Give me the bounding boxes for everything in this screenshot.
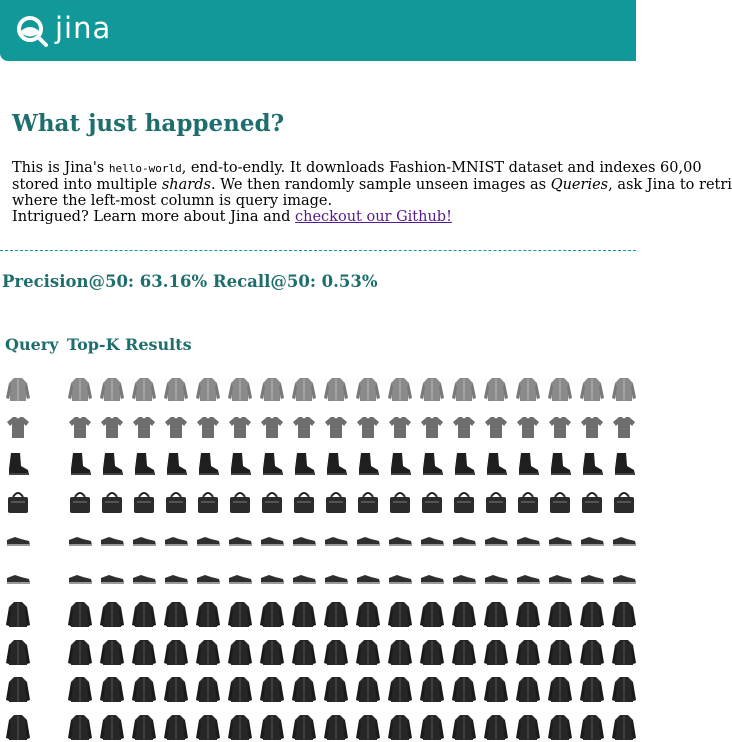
- query-image-boot: [5, 449, 31, 479]
- query-image-jacket: [5, 374, 31, 404]
- result-image-tshirt: [579, 412, 605, 442]
- result-image-tshirt: [163, 412, 189, 442]
- result-image-coat: [579, 674, 605, 704]
- result-image-sneaker: [579, 562, 605, 592]
- result-image-bag: [579, 487, 605, 517]
- result-image-tshirt: [323, 412, 349, 442]
- result-image-coat: [259, 712, 285, 742]
- result-image-boot: [291, 449, 317, 479]
- result-image-sneaker: [355, 562, 381, 592]
- query-image-tshirt: [5, 412, 31, 442]
- result-image-boot: [419, 449, 445, 479]
- result-image-sneaker: [163, 524, 189, 554]
- result-image-boot: [67, 449, 93, 479]
- result-image-sneaker: [419, 524, 445, 554]
- result-image-boot: [579, 449, 605, 479]
- intro-line-3: where the left-most column is query image.: [12, 193, 333, 209]
- result-image-boot: [387, 449, 413, 479]
- result-image-tshirt: [99, 412, 125, 442]
- result-image-tshirt: [547, 412, 573, 442]
- result-image-sneaker: [483, 562, 509, 592]
- result-image-jacket: [515, 374, 541, 404]
- result-image-coat: [451, 637, 477, 667]
- result-image-coat: [547, 599, 573, 629]
- result-image-sneaker: [131, 524, 157, 554]
- result-image-tshirt: [419, 412, 445, 442]
- result-image-coat: [547, 637, 573, 667]
- result-image-coat: [515, 637, 541, 667]
- result-image-coat: [99, 637, 125, 667]
- result-image-jacket: [259, 374, 285, 404]
- query-image-coat: [5, 712, 31, 742]
- result-image-coat: [291, 637, 317, 667]
- result-image-boot: [227, 449, 253, 479]
- result-image-sneaker: [67, 562, 93, 592]
- result-image-sneaker: [611, 562, 637, 592]
- result-image-boot: [611, 449, 637, 479]
- result-image-tshirt: [195, 412, 221, 442]
- results-grid: [0, 373, 636, 734]
- result-image-coat: [163, 599, 189, 629]
- result-image-bag: [163, 487, 189, 517]
- result-image-coat: [355, 637, 381, 667]
- result-image-bag: [67, 487, 93, 517]
- result-image-coat: [483, 637, 509, 667]
- hello-world-code: hello-world: [108, 162, 182, 175]
- result-image-coat: [323, 599, 349, 629]
- page-title: What just happened?: [12, 110, 285, 137]
- intro-line-4: Intrigued? Learn more about Jina and checkout our Github!: [12, 209, 452, 225]
- result-image-coat: [67, 674, 93, 704]
- result-image-sneaker: [515, 562, 541, 592]
- result-image-coat: [131, 712, 157, 742]
- result-image-coat: [611, 712, 637, 742]
- result-image-coat: [195, 599, 221, 629]
- result-image-coat: [387, 674, 413, 704]
- result-image-tshirt: [387, 412, 413, 442]
- result-image-tshirt: [259, 412, 285, 442]
- result-image-boot: [515, 449, 541, 479]
- result-image-jacket: [451, 374, 477, 404]
- github-link[interactable]: checkout our Github!: [295, 209, 452, 225]
- query-image-sneaker: [5, 562, 31, 592]
- result-image-bag: [227, 487, 253, 517]
- result-image-boot: [483, 449, 509, 479]
- result-image-coat: [419, 637, 445, 667]
- result-image-jacket: [131, 374, 157, 404]
- metrics-summary: Precision@50: 63.16% Recall@50: 0.53%: [2, 272, 378, 291]
- result-image-coat: [131, 637, 157, 667]
- result-image-jacket: [67, 374, 93, 404]
- result-image-coat: [67, 599, 93, 629]
- result-image-tshirt: [355, 412, 381, 442]
- result-image-sneaker: [515, 524, 541, 554]
- result-image-coat: [547, 712, 573, 742]
- intro-paragraph: [12, 160, 732, 225]
- result-image-coat: [291, 674, 317, 704]
- result-image-tshirt: [291, 412, 317, 442]
- result-image-bag: [451, 487, 477, 517]
- result-image-jacket: [291, 374, 317, 404]
- result-image-sneaker: [291, 524, 317, 554]
- result-image-coat: [579, 637, 605, 667]
- result-image-coat: [323, 712, 349, 742]
- result-image-coat: [227, 674, 253, 704]
- result-image-coat: [99, 712, 125, 742]
- result-image-bag: [483, 487, 509, 517]
- result-image-coat: [387, 637, 413, 667]
- result-image-jacket: [323, 374, 349, 404]
- result-image-bag: [195, 487, 221, 517]
- result-image-jacket: [419, 374, 445, 404]
- result-image-tshirt: [451, 412, 477, 442]
- result-image-jacket: [355, 374, 381, 404]
- result-image-coat: [483, 599, 509, 629]
- result-image-coat: [355, 599, 381, 629]
- result-image-coat: [227, 637, 253, 667]
- result-image-sneaker: [387, 562, 413, 592]
- result-image-tshirt: [131, 412, 157, 442]
- result-image-coat: [195, 674, 221, 704]
- result-image-bag: [611, 487, 637, 517]
- result-image-bag: [259, 487, 285, 517]
- result-image-sneaker: [291, 562, 317, 592]
- recall-value: 0.53%: [321, 272, 378, 291]
- result-image-sneaker: [67, 524, 93, 554]
- result-image-sneaker: [131, 562, 157, 592]
- result-image-coat: [131, 674, 157, 704]
- result-image-sneaker: [579, 524, 605, 554]
- result-image-coat: [67, 637, 93, 667]
- intro-line-1: This is Jina's hello-world, end-to-endly. It downloads Fashion-MNIST dataset and indexes 60,00: [12, 160, 702, 176]
- result-image-tshirt: [483, 412, 509, 442]
- result-image-coat: [163, 712, 189, 742]
- result-image-coat: [451, 712, 477, 742]
- query-image-coat: [5, 599, 31, 629]
- result-image-tshirt: [227, 412, 253, 442]
- query-image-coat: [5, 637, 31, 667]
- result-image-coat: [227, 712, 253, 742]
- result-image-coat: [195, 637, 221, 667]
- result-image-bag: [323, 487, 349, 517]
- result-image-bag: [547, 487, 573, 517]
- result-image-sneaker: [163, 562, 189, 592]
- result-image-coat: [67, 712, 93, 742]
- result-image-coat: [355, 712, 381, 742]
- result-image-bag: [387, 487, 413, 517]
- result-image-jacket: [483, 374, 509, 404]
- result-image-boot: [355, 449, 381, 479]
- topk-column-header: Top-K Results: [67, 335, 192, 354]
- result-image-coat: [579, 712, 605, 742]
- result-image-coat: [387, 712, 413, 742]
- result-image-coat: [419, 712, 445, 742]
- intro-line-2: stored into multiple shards. We then randomly sample unseen images as Queries, ask Jina to retri: [12, 177, 732, 193]
- result-image-coat: [99, 599, 125, 629]
- result-image-coat: [259, 637, 285, 667]
- result-image-boot: [547, 449, 573, 479]
- query-image-sneaker: [5, 524, 31, 554]
- result-image-coat: [291, 599, 317, 629]
- result-image-boot: [195, 449, 221, 479]
- result-image-sneaker: [547, 524, 573, 554]
- result-image-sneaker: [611, 524, 637, 554]
- result-image-coat: [611, 599, 637, 629]
- result-image-jacket: [579, 374, 605, 404]
- result-image-coat: [323, 637, 349, 667]
- result-image-coat: [611, 637, 637, 667]
- result-image-jacket: [387, 374, 413, 404]
- result-image-tshirt: [611, 412, 637, 442]
- result-image-boot: [451, 449, 477, 479]
- result-image-sneaker: [259, 562, 285, 592]
- result-image-sneaker: [483, 524, 509, 554]
- jina-logo-icon: [15, 14, 49, 48]
- result-image-coat: [355, 674, 381, 704]
- result-image-boot: [323, 449, 349, 479]
- result-image-boot: [99, 449, 125, 479]
- result-image-sneaker: [547, 562, 573, 592]
- result-image-sneaker: [419, 562, 445, 592]
- result-image-coat: [547, 674, 573, 704]
- result-image-coat: [451, 599, 477, 629]
- result-image-jacket: [195, 374, 221, 404]
- result-image-sneaker: [451, 524, 477, 554]
- result-image-coat: [483, 674, 509, 704]
- result-image-bag: [291, 487, 317, 517]
- result-image-sneaker: [195, 524, 221, 554]
- result-image-sneaker: [227, 562, 253, 592]
- result-image-coat: [515, 674, 541, 704]
- result-image-coat: [419, 599, 445, 629]
- result-image-coat: [387, 599, 413, 629]
- result-image-coat: [163, 637, 189, 667]
- result-image-boot: [259, 449, 285, 479]
- result-image-coat: [451, 674, 477, 704]
- result-image-coat: [259, 674, 285, 704]
- result-image-sneaker: [323, 524, 349, 554]
- result-image-coat: [291, 712, 317, 742]
- result-image-bag: [419, 487, 445, 517]
- query-column-header: Query: [5, 335, 59, 354]
- result-image-coat: [227, 599, 253, 629]
- result-image-coat: [131, 599, 157, 629]
- result-image-boot: [163, 449, 189, 479]
- result-image-bag: [99, 487, 125, 517]
- result-image-coat: [259, 599, 285, 629]
- result-image-sneaker: [259, 524, 285, 554]
- result-image-coat: [419, 674, 445, 704]
- result-image-coat: [515, 712, 541, 742]
- result-image-coat: [579, 599, 605, 629]
- result-image-sneaker: [99, 524, 125, 554]
- result-image-sneaker: [323, 562, 349, 592]
- result-image-bag: [131, 487, 157, 517]
- result-image-bag: [515, 487, 541, 517]
- result-image-sneaker: [99, 562, 125, 592]
- top-banner: [0, 0, 636, 61]
- section-divider: [0, 250, 636, 251]
- result-image-sneaker: [195, 562, 221, 592]
- result-image-tshirt: [515, 412, 541, 442]
- result-image-coat: [483, 712, 509, 742]
- result-image-bag: [355, 487, 381, 517]
- result-image-sneaker: [387, 524, 413, 554]
- result-image-jacket: [547, 374, 573, 404]
- result-image-coat: [323, 674, 349, 704]
- result-image-sneaker: [227, 524, 253, 554]
- brand-name: jina: [55, 11, 112, 45]
- result-image-sneaker: [451, 562, 477, 592]
- result-image-jacket: [611, 374, 637, 404]
- result-image-coat: [611, 674, 637, 704]
- result-image-coat: [195, 712, 221, 742]
- result-image-jacket: [227, 374, 253, 404]
- result-image-boot: [131, 449, 157, 479]
- result-image-coat: [99, 674, 125, 704]
- result-image-jacket: [99, 374, 125, 404]
- result-image-coat: [515, 599, 541, 629]
- result-image-jacket: [163, 374, 189, 404]
- query-image-bag: [5, 487, 31, 517]
- query-image-coat: [5, 674, 31, 704]
- precision-value: 63.16%: [139, 272, 208, 291]
- result-image-tshirt: [67, 412, 93, 442]
- result-image-sneaker: [355, 524, 381, 554]
- result-image-coat: [163, 674, 189, 704]
